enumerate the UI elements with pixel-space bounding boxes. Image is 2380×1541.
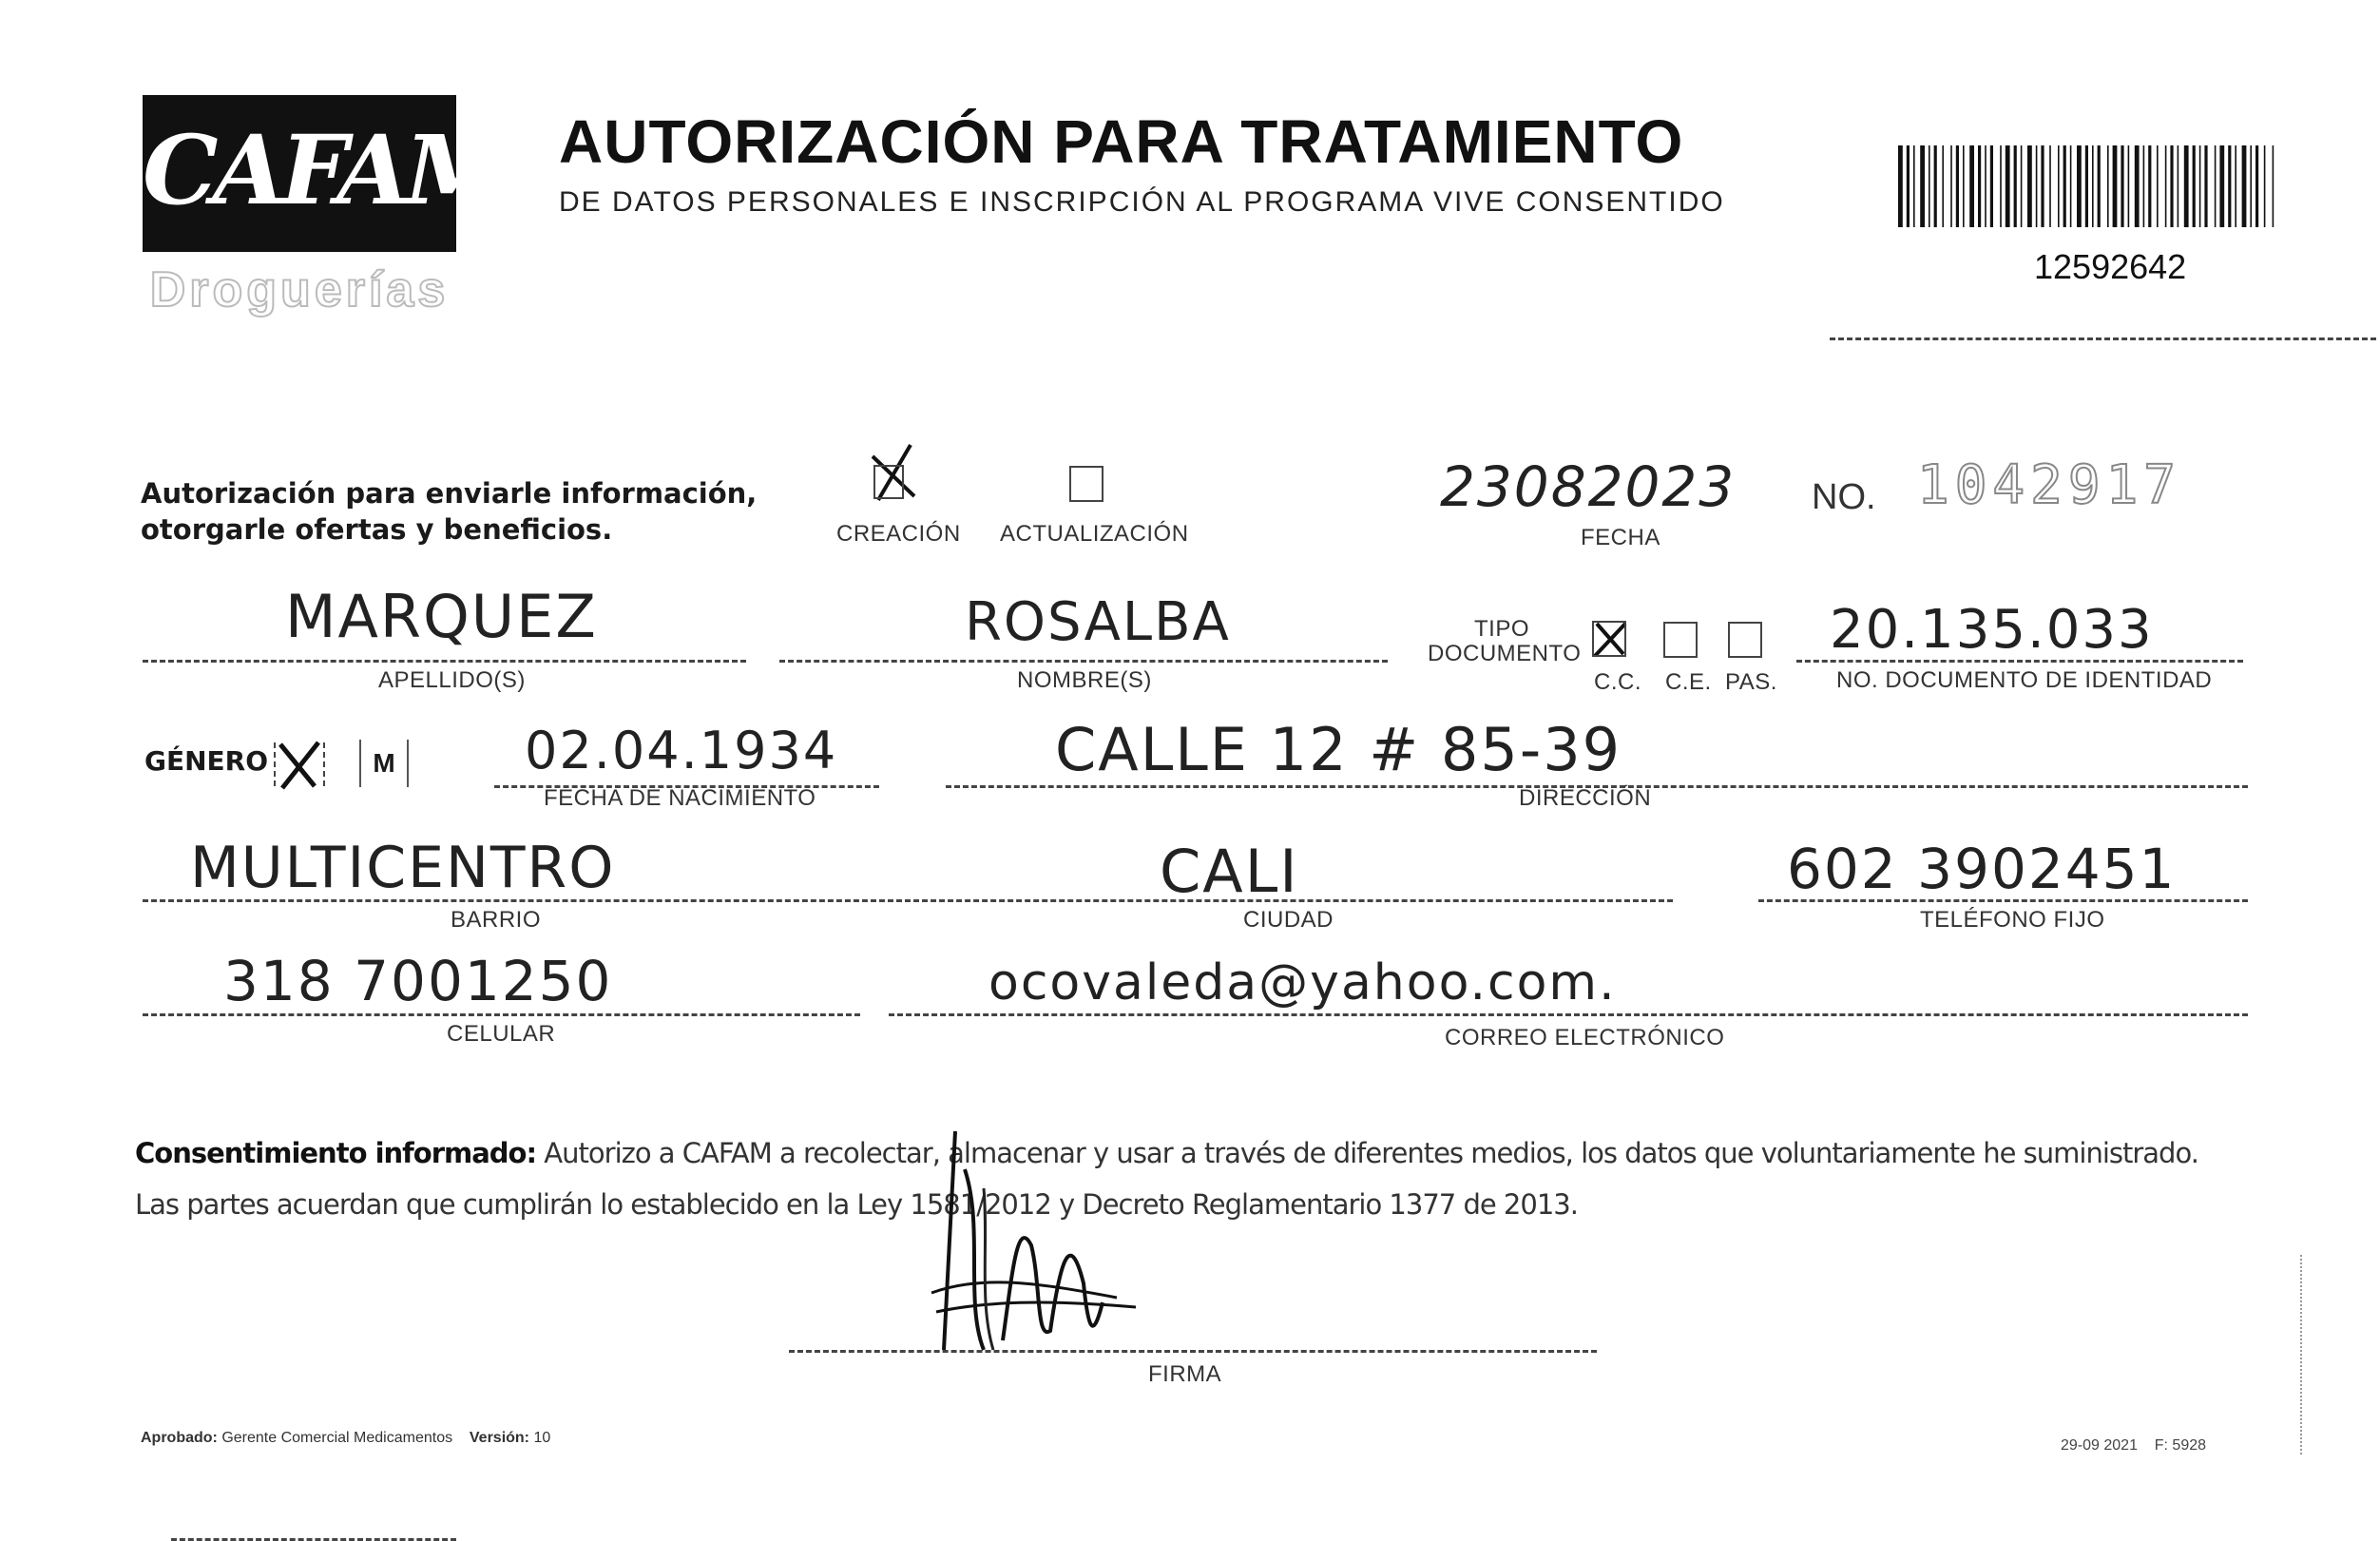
date-label: FECHA	[1581, 525, 1660, 550]
checkmark-x-icon	[1591, 618, 1633, 660]
update-checkbox[interactable]	[1069, 466, 1104, 502]
creation-checkbox[interactable]	[876, 466, 907, 498]
barcode-bar	[2107, 145, 2109, 227]
logo-subtext: Droguerías	[149, 262, 450, 318]
gender-label: GÉNERO	[144, 745, 269, 777]
gender-f-checkbox[interactable]	[271, 737, 322, 788]
barcode-bar	[2036, 145, 2038, 227]
checkmark-x-icon	[865, 437, 922, 504]
doc-ce-label: C.E.	[1665, 669, 1712, 695]
barcode-bar	[2049, 145, 2051, 227]
barcode-bar	[1963, 145, 1965, 227]
address-label: DIRECCIÓN	[1519, 785, 1652, 811]
doc-type-label-2: DOCUMENTO	[1428, 641, 1582, 666]
email-line	[889, 1013, 2248, 1016]
surname-value: MARQUEZ	[285, 582, 598, 651]
gender-m-checkbox[interactable]	[359, 740, 409, 787]
barcode-bar	[2014, 145, 2017, 227]
number-prefix: NO.	[1812, 477, 1876, 517]
neighborhood-label: BARRIO	[451, 907, 542, 933]
barcode-bar	[1969, 145, 1974, 227]
barcode-bar	[2085, 145, 2088, 227]
phone-value: 602 3902451	[1787, 837, 2177, 901]
barcode-bar	[2157, 145, 2159, 227]
email-value: ocovaleda@yahoo.com.	[988, 954, 1617, 1011]
barcode-bar	[2021, 145, 2023, 227]
signature-label: FIRMA	[1148, 1361, 1222, 1387]
barcode-bar	[2228, 145, 2231, 227]
consent-line1	[135, 1137, 2198, 1169]
barcode-bar	[1950, 145, 1952, 227]
barcode-bar	[2170, 145, 2173, 227]
authorization-intro-line2: otorgarle ofertas y beneficios.	[141, 513, 613, 546]
mobile-label: CELULAR	[447, 1021, 556, 1047]
barcode-bar	[2235, 145, 2236, 227]
barcode-bar	[2070, 145, 2072, 227]
barcode-bar	[2121, 145, 2123, 227]
barcode-bar	[2193, 145, 2196, 227]
mobile-line	[143, 1013, 860, 1016]
barcode-bar	[1898, 145, 1903, 227]
cafam-logo	[143, 95, 505, 252]
consent-heading: Consentimiento informado:	[135, 1137, 537, 1169]
barcode	[1898, 145, 2278, 227]
approved-value: Gerente Comercial Medicamentos	[221, 1430, 453, 1446]
address-value: CALLE 12 # 85-39	[1055, 715, 1622, 784]
email-label: CORREO ELECTRÓNICO	[1445, 1025, 1725, 1050]
barcode-bar	[1985, 145, 1987, 227]
barcode-bar	[1942, 145, 1944, 227]
barcode-bar	[2178, 145, 2179, 227]
barcode-bar	[2006, 145, 2010, 227]
city-label: CIUDAD	[1243, 907, 1334, 933]
doc-cc-checkbox[interactable]	[1593, 622, 1623, 654]
doc-pas-label: PAS.	[1725, 669, 1777, 695]
name-value: ROSALBA	[965, 591, 1231, 653]
barcode-bar	[2148, 145, 2151, 227]
name-label: NOMBRE(S)	[1017, 667, 1152, 693]
barcode-bar	[2077, 145, 2082, 227]
authorization-intro-line1: Autorización para enviarle información,	[141, 477, 758, 510]
barcode-bar	[2165, 145, 2167, 227]
header-divider	[1830, 337, 2376, 340]
doc-number-label: NO. DOCUMENTO DE IDENTIDAD	[1836, 667, 2213, 693]
barcode-bar	[2063, 145, 2066, 227]
barcode-bar	[2273, 145, 2274, 227]
signature-line	[789, 1350, 1597, 1353]
footer-codes	[2061, 1437, 2206, 1454]
barcode-bar	[2098, 145, 2101, 227]
neighborhood-value: MULTICENTRO	[190, 835, 616, 901]
creation-label: CREACIÓN	[836, 521, 961, 547]
doc-pas-checkbox[interactable]	[1728, 622, 1762, 658]
barcode-bar	[1956, 145, 1959, 227]
barcode-bar	[1913, 145, 1915, 227]
barcode-bar	[2058, 145, 2060, 227]
doc-ce-checkbox[interactable]	[1663, 622, 1698, 658]
version-value: 10	[533, 1430, 551, 1446]
gender-m-label: M	[373, 748, 395, 778]
barcode-bar	[1934, 145, 1937, 227]
version-label: Versión:	[469, 1430, 530, 1446]
barcode-bar	[2215, 145, 2217, 227]
phone-label: TELÉFONO FIJO	[1920, 907, 2105, 933]
page-title: AUTORIZACIÓN PARA TRATAMIENTO	[559, 107, 1684, 176]
checkmark-x-icon	[271, 737, 328, 794]
city-value: CALI	[1160, 837, 1299, 906]
barcode-bar	[2092, 145, 2094, 227]
birthdate-label: FECHA DE NACIMIENTO	[544, 785, 816, 811]
barcode-bar	[2199, 145, 2201, 227]
name-line	[779, 660, 1388, 663]
doc-cc-label: C.C.	[1594, 669, 1641, 695]
footer-approval	[141, 1430, 550, 1447]
footer-form-code: F: 5928	[2154, 1437, 2207, 1454]
barcode-bar	[2184, 145, 2189, 227]
barcode-bar	[1920, 145, 1925, 227]
authorization-intro	[141, 475, 757, 548]
page-subtitle: DE DATOS PERSONALES E INSCRIPCIÓN AL PROGRAMA VIVE CONSENTIDO	[559, 186, 1725, 218]
barcode-bar	[2250, 145, 2252, 227]
footer-date-code: 29-09 2021	[2061, 1437, 2138, 1454]
barcode-bar	[1929, 145, 1930, 227]
consent-line2: Las partes acuerdan que cumplirán lo establecido en la Ley 1581/2012 y Decreto Reglamentario 1377 de 2013.	[135, 1188, 1578, 1221]
doc-number-value: 20.135.033	[1830, 599, 2154, 661]
barcode-bar	[2242, 145, 2247, 227]
barcode-number: 12592642	[2034, 247, 2187, 286]
consent-text-1: Autorizo a CAFAM a recolectar, almacenar y usar a través de diferentes medios, los datos que voluntariamente he suministrado.	[536, 1137, 2198, 1169]
logo-text: CAFAM	[143, 114, 505, 226]
surname-line	[143, 660, 746, 663]
barcode-bar	[1978, 145, 1981, 227]
form-number: 1042917	[1917, 454, 2182, 516]
barcode-bar	[2204, 145, 2207, 227]
barcode-bar	[2255, 145, 2258, 227]
update-label: ACTUALIZACIÓN	[1000, 521, 1189, 547]
side-print-strip	[2300, 1255, 2321, 1454]
barcode-bar	[2000, 145, 2002, 227]
barcode-bar	[1990, 145, 1993, 227]
barcode-bar	[2135, 145, 2140, 227]
barcode-bar	[2113, 145, 2118, 227]
surname-label: APELLIDO(S)	[378, 667, 526, 693]
barcode-bar	[2143, 145, 2145, 227]
barcode-bar	[1907, 145, 1910, 227]
barcode-bar	[2128, 145, 2130, 227]
birthdate-value: 02.04.1934	[525, 721, 838, 780]
date-value: 23082023	[1440, 454, 1737, 519]
barcode-bar	[2219, 145, 2224, 227]
barcode-bar	[2041, 145, 2044, 227]
barcode-bar	[2027, 145, 2032, 227]
doc-type-label-1: TIPO	[1473, 616, 1529, 642]
signature-image	[927, 1112, 1155, 1369]
approved-label: Aprobado:	[141, 1430, 218, 1446]
mobile-value: 318 7001250	[223, 949, 613, 1013]
barcode-bar	[2264, 145, 2266, 227]
